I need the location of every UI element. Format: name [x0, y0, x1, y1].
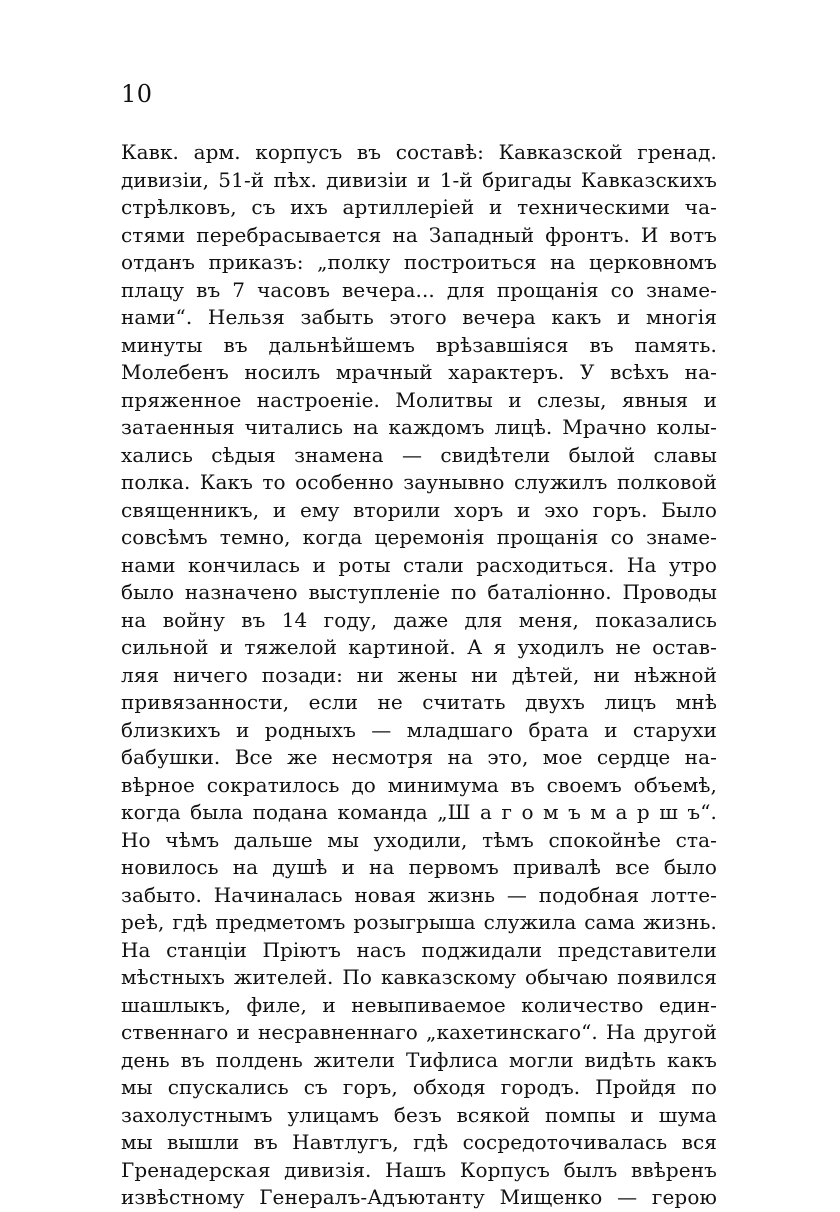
- text-line: затаенныя читались на каждомъ лицѣ. Мрачно колы-: [121, 415, 717, 439]
- text-line: плацу въ 7 часовъ вечера... для прощанія со знаме-: [121, 277, 717, 302]
- text-line: близкихъ и родныхъ — младшаго брата и старухи: [121, 717, 717, 742]
- text-line: на войну въ 14 году, даже для меня, показались: [121, 607, 717, 632]
- text-line: было назначено выступленіе по баталіонно. Проводы: [121, 580, 717, 604]
- text-line: пряженное настроеніе. Молитвы и слезы, явныя и: [121, 387, 717, 412]
- text-line: когда была подана команда „Ш а г о м ъ м а р ш ъ“.: [121, 800, 717, 824]
- text-line: привязанности, если не считать двухъ лицъ мнѣ: [121, 690, 717, 714]
- text-line: совсѣмъ темно, когда церемонія прощанія со знаме-: [121, 525, 717, 549]
- text-line: Кавк. арм. корпусъ въ составѣ: Кавказской гренад.: [121, 140, 717, 164]
- text-line: стями перебрасывается на Западный фронтъ. И вотъ: [121, 222, 717, 247]
- text-line: мы вышли въ Навтлугъ, гдѣ сосредоточивалась вся: [121, 1130, 717, 1154]
- text-line: день въ полдень жители Тифлиса могли видѣть какъ: [121, 1047, 717, 1072]
- text-line: мы спускались съ горъ, обходя городъ. Пройдя по: [121, 1075, 717, 1099]
- text-line: священникъ, и ему вторили хоръ и эхо горъ. Было: [121, 497, 717, 522]
- text-line: дивизіи, 51-й пѣх. дивизіи и 1-й бригады Кавказскихъ: [121, 167, 717, 192]
- text-line: ляя ничего позади: ни жены ни дѣтей, ни нѣжной: [121, 662, 717, 687]
- text-line: На станціи Пріютъ насъ поджидали представители: [121, 937, 717, 962]
- text-line: сильной и тяжелой картиной. А я уходилъ не остав-: [121, 635, 717, 659]
- text-line: отданъ приказъ: „полку построиться на церковномъ: [121, 250, 717, 274]
- text-line: шашлыкъ, филе, и невыпиваемое количество един-: [121, 992, 717, 1017]
- page-number: 10: [121, 80, 153, 108]
- text-line: бабушки. Все же несмотря на это, мое сердце на-: [121, 745, 717, 769]
- text-line: ственнаго и несравненнаго „кахетинскаго“. На другой: [121, 1020, 717, 1044]
- text-line: новилось на душѣ и на первомъ привалѣ все было: [121, 855, 717, 879]
- text-line: полка. Какъ то особенно заунывно служилъ полковой: [121, 470, 717, 494]
- text-line: мѣстныхъ жителей. По кавказскому обычаю появился: [121, 965, 717, 989]
- text-line: реѣ, гдѣ предметомъ розыгрыша служила сама жизнь.: [121, 910, 717, 934]
- text-line: Молебенъ носилъ мрачный характеръ. У всѣхъ на-: [121, 360, 717, 384]
- text-line: вѣрное сократилось до минимума въ своемъ объемѣ,: [121, 772, 717, 797]
- body-text: [121, 139, 717, 1212]
- text-line: нами“. Нельзя забыть этого вечера какъ и многія: [121, 305, 717, 329]
- text-line: стрѣлковъ, съ ихъ артиллеріей и техническими ча-: [121, 195, 717, 219]
- text-line: Гренадерская дивизія. Нашъ Корпусъ былъ ввѣренъ: [121, 1157, 717, 1182]
- text-line: забыто. Начиналась новая жизнь — подобная лотте-: [121, 882, 717, 907]
- text-line: минуты въ дальнѣйшемъ врѣзавшіяся въ память.: [121, 332, 717, 357]
- text-line: захолустнымъ улицамъ безъ всякой помпы и шума: [121, 1102, 717, 1127]
- text-line: нами кончилась и роты стали расходиться. На утро: [121, 552, 717, 577]
- text-line: извѣстному Генералъ-Адъютанту Мищенко — герою: [121, 1185, 717, 1209]
- text-line: Но чѣмъ дальше мы уходили, тѣмъ спокойнѣе ста-: [121, 827, 717, 852]
- text-line: хались сѣдыя знамена — свидѣтели былой славы: [121, 442, 717, 467]
